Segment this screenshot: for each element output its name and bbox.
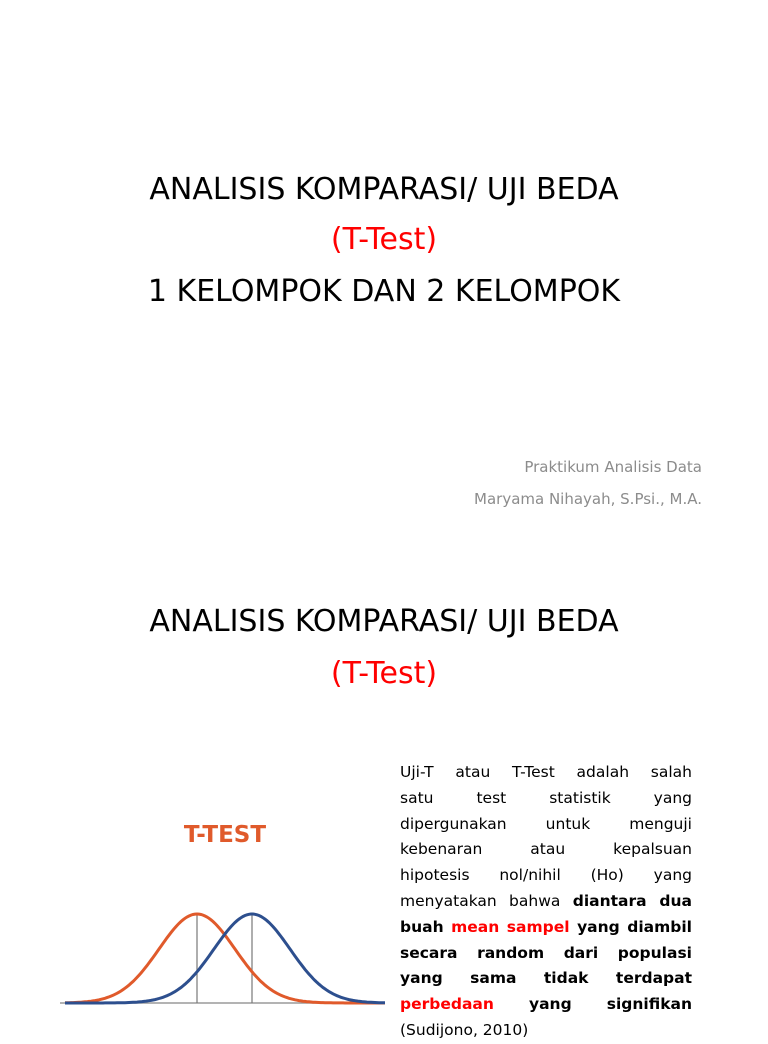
slide-2 — [0, 576, 768, 1039]
description-line — [400, 992, 692, 1018]
distribution-curve-2 — [65, 914, 385, 1003]
description-line: yang sama tidak terdapat — [400, 969, 692, 988]
description-line: (Sudijono, 2010) — [400, 1020, 529, 1039]
description-bold-text: diantara dua — [572, 891, 692, 910]
description-line: dipergunakan untuk menguji — [400, 814, 692, 833]
description-highlight-perbedaan: perbedaan — [400, 995, 494, 1014]
slide-1-subtitle-author: Maryama Nihayah, S.Psi., M.A. — [474, 490, 702, 508]
t-test-figure-label: T-TEST — [183, 822, 267, 848]
t-test-distribution-illustration — [60, 804, 390, 1024]
description-line: Uji-T atau T-Test adalah salah — [400, 763, 692, 781]
description-line: satu test statistik yang — [400, 788, 692, 807]
description-line: hipotesis nol/nihil (Ho) yang — [400, 866, 692, 885]
distribution-curve-1 — [65, 914, 385, 1003]
description-bold-text: yang diambil — [569, 917, 692, 936]
description-text: menyatakan bahwa — [400, 891, 573, 910]
description-highlight-mean-sampel: mean sampel — [451, 917, 570, 936]
slide-1-subtitle-course: Praktikum Analisis Data — [524, 458, 702, 476]
description-bold-text: buah — [400, 917, 452, 936]
description-line — [400, 889, 692, 915]
t-test-description — [400, 760, 692, 1044]
description-line: secara random dari populasi — [400, 943, 692, 962]
slide-1-title-line-1: ANALISIS KOMPARASI/ UJI BEDA — [149, 172, 619, 207]
slide-2-title-line-2: (T-Test) — [330, 656, 438, 691]
description-line: kebenaran atau kepalsuan — [400, 840, 692, 859]
description-bold-text: yang signifikan — [493, 995, 692, 1014]
slide-2-title-line-1: ANALISIS KOMPARASI/ UJI BEDA — [149, 604, 619, 639]
slide-1-title-line-3: 1 KELOMPOK DAN 2 KELOMPOK — [147, 274, 621, 309]
slide-1-title-line-2: (T-Test) — [330, 222, 438, 257]
description-line — [400, 915, 692, 941]
t-test-figure — [60, 804, 390, 1024]
